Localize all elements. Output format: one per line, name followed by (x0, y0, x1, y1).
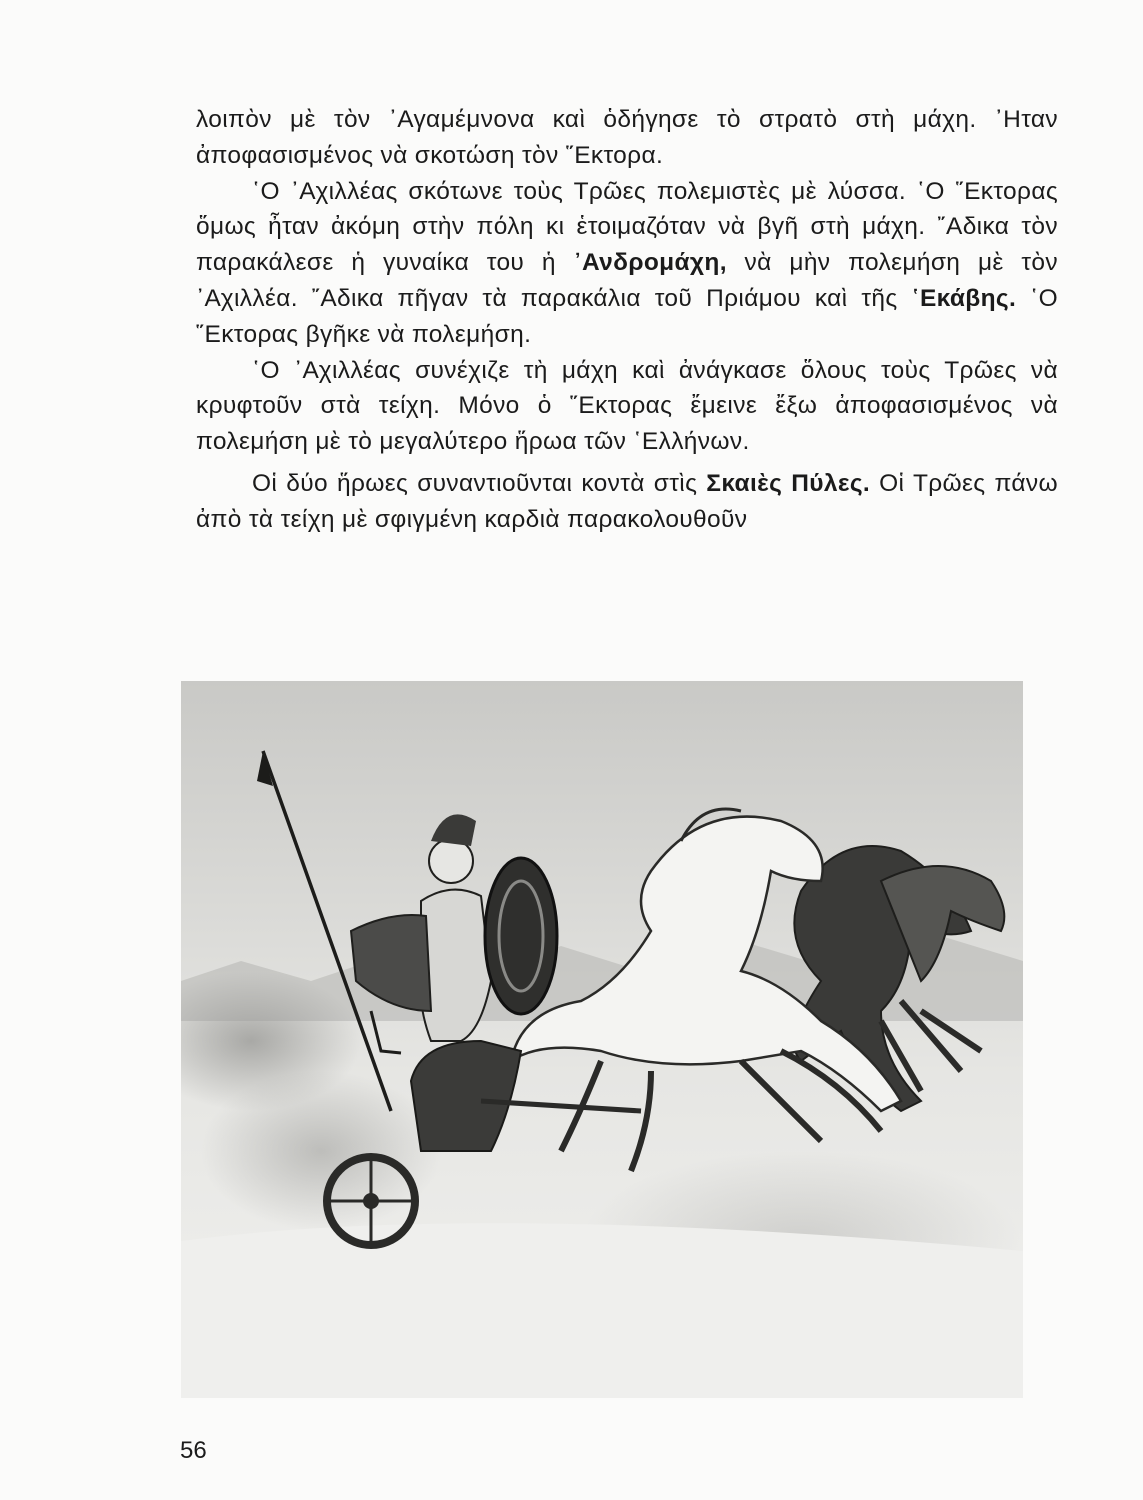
chariot-illustration (181, 681, 1023, 1398)
paragraph-2-text-c: ῾Ο ῞Εκτορας βγῆκε νὰ πολεμήση. (196, 284, 1058, 348)
paragraph-2 (196, 174, 1058, 353)
paragraph-1 (196, 102, 1058, 174)
paragraph-3-text: ῾Ο ᾿Αχιλλέας συνέχιζε τὴ μάχη καὶ ἀνάγκασε ὅλους τοὺς Τρῶες νὰ κρυφτοῦν στὰ τείχη. Μόνο ὁ ῞Εκτορας ἔμεινε ἔξω ἀποφασισμένος νὰ πολεμήση μὲ τὸ μεγαλύτερο ἥρωα τῶν ῾Ελλήνων. (196, 356, 1058, 456)
name-andromache: ᾿Ανδρομάχη, (573, 249, 727, 277)
paragraph-2-text-b: νὰ μὴν πολεμήση μὲ τὸν ᾿Αχιλλέα. ῎Αδικα πῆγαν τὰ παρακάλια τοῦ Πριάμου καὶ τῆς (196, 249, 1058, 312)
name-hecuba: ῾Εκάβης. (911, 284, 1017, 312)
paragraph-4-text-b: Οἱ Τρῶες πάνω ἀπὸ τὰ τείχη μὲ σφιγμένη καρδιὰ παρακολουθοῦν (196, 469, 1058, 533)
body-text (196, 102, 1058, 538)
dust-cloud-low (201, 1071, 441, 1231)
paragraph-4-text-a: Οἱ δύο ἥρωες συναντιοῦνται κοντὰ στὶς (252, 469, 707, 497)
page-number: 56 (180, 1437, 207, 1464)
paragraph-1-text: λοιπὸν μὲ τὸν ᾿Αγαμέμνονα καὶ ὁδήγησε τὸ στρατὸ στὴ μάχη. ᾿Ηταν ἀποφασισμένος νὰ σκοτώση τὸν ῞Εκτορα. (196, 106, 1058, 169)
paragraph-3 (196, 353, 1058, 460)
ground (181, 1223, 1023, 1398)
paragraph-4 (196, 466, 1058, 538)
name-scaean-gates: Σκαιὲς Πύλες. (706, 469, 871, 497)
paragraph-2-text-a: ῾Ο ᾿Αχιλλέας σκότωνε τοὺς Τρῶες πολεμιστὲς μὲ λύσσα. ῾Ο ῞Εκτορας ὅμως ἦταν ἀκόμη στὴν πόλη κι ἑτοιμαζόταν νὰ βγῆ στὴ μάχη. ῎Αδικα τὸν παρακάλεσε ἡ γυναίκα του ἡ (196, 177, 1058, 277)
chariot-drawing (181, 681, 1023, 1398)
